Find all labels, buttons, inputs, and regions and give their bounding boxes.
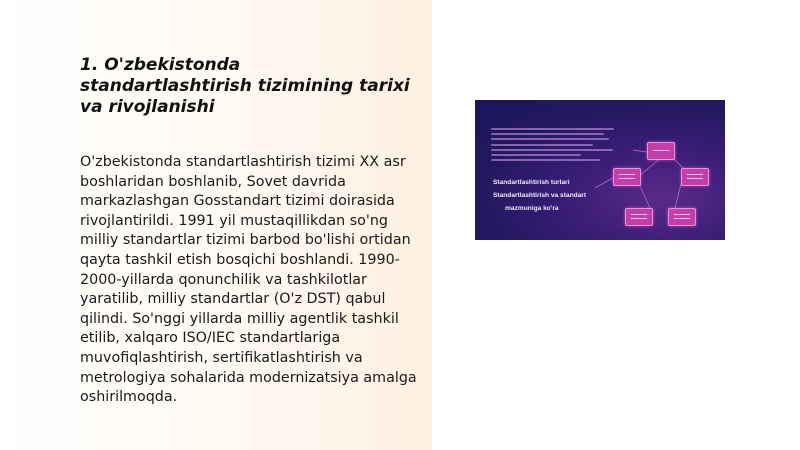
thumbnail-line-2: Standartlashtirish va standart bbox=[493, 192, 587, 199]
thumbnail-line-3: mazmuniga ko'ra bbox=[505, 205, 559, 212]
thumbnail-node-top bbox=[647, 142, 675, 160]
thumbnail-node-bottom-left bbox=[625, 208, 653, 226]
slide-body-text: O'zbekistonda standartlashtirish tizimi XX asr boshlaridan boshlanib, Sovet davrida markazlashgan Gosstandart tizimi doirasida rivojlantirildi. 1991 yil mustaqillikdan so'ng milliy standartlar tizimi barbod bo'lishi ortidan qayta tashkil etish bosqichi boshlandi. 1990-2000-yillarda qonunchilik va tashkilotlar yaratilib, milliy standartlar (O'z DST) qabul qilindi. So'nggi yillarda milliy agentlik tashkil etilib, xalqaro ISO/IEC standartlariga muvofiqlashtirish, sertifikatlashtirish va metrologiya sohalarida modernizatsiya amalga oshirilmoqda. bbox=[80, 154, 417, 406]
diagram-thumbnail bbox=[475, 100, 725, 240]
slide-title: 1. O'zbekistonda standartlashtirish tizimining tarixi va rivojlanishi bbox=[80, 55, 410, 117]
thumbnail-node-bottom-right bbox=[668, 208, 696, 226]
thumbnail-line-1: Standartlashtirish turlari bbox=[493, 179, 570, 186]
thumbnail-node-left bbox=[613, 168, 641, 186]
thumbnail-node-right bbox=[681, 168, 709, 186]
